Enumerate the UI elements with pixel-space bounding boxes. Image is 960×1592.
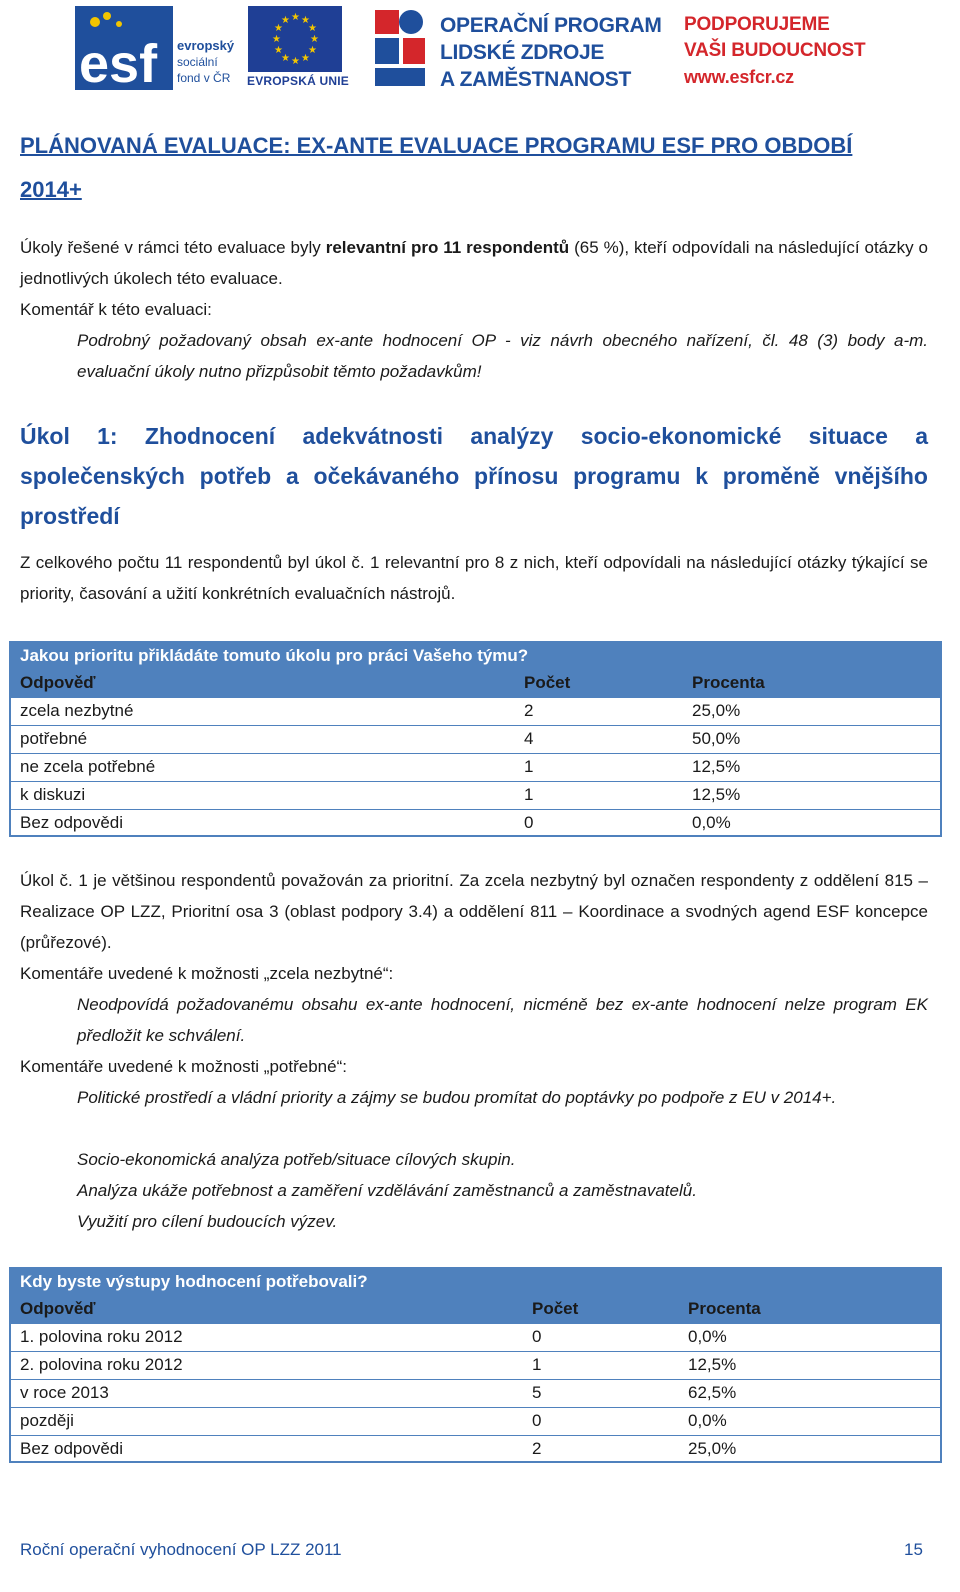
timing-table-question: Kdy byste výstupy hodnocení potřebovali?	[20, 1272, 368, 1291]
svg-text:esf: esf	[79, 34, 158, 90]
eu-caption: EVROPSKÁ UNIE	[247, 74, 349, 88]
timing-table-header-row	[11, 1296, 940, 1323]
cell-count: 1	[532, 1355, 542, 1374]
cell-answer: v roce 2013	[20, 1383, 109, 1402]
page-title	[20, 124, 920, 212]
comment-needed-2: Socio-ekonomická analýza potřeb/situace cílových skupin.	[77, 1150, 516, 1169]
cell-count: 5	[532, 1383, 542, 1402]
svg-text:★: ★	[281, 53, 290, 64]
discussion-paragraph: Úkol č. 1 je většinou respondentů považován za prioritní. Za zcela nezbytný byl označen respondenty z oddělení 815 – Realizace OP LZZ, Prioritní osa 3 (oblast podpory 3.4) a oddělení 811 – Koordinace a svodných agend ESF koncepce (průřezové).	[20, 871, 928, 952]
page-title-line-1: PLÁNOVANÁ EVALUACE: EX-ANTE EVALUACE PROGRAMU ESF PRO OBDOBÍ	[20, 133, 853, 158]
cell-count: 4	[524, 729, 534, 748]
op-line-3: A ZAMĚSTNANOST	[440, 68, 632, 91]
cell-count: 1	[524, 785, 534, 804]
slogan-line-2: VAŠI BUDOUCNOST	[684, 40, 866, 61]
cell-percent: 50,0%	[692, 729, 741, 748]
cell-percent: 12,5%	[692, 785, 741, 804]
cell-count: 0	[532, 1411, 542, 1430]
table-row	[11, 1435, 940, 1463]
svg-text:★: ★	[301, 53, 310, 64]
cell-percent: 0,0%	[688, 1411, 727, 1430]
cell-answer: později	[20, 1411, 74, 1430]
svg-text:★: ★	[274, 23, 283, 34]
comment-needed-4: Využití pro cílení budoucích výzev.	[77, 1212, 338, 1231]
col-header-percent: Procenta	[692, 673, 765, 692]
op-line-2: LIDSKÉ ZDROJE	[440, 41, 605, 64]
comment-essential: Neodpovídá požadovanému obsahu ex-ante hodnocení, nicméně bez ex-ante hodnocení nelze program EK předložit ke schválení.	[77, 995, 928, 1045]
eu-stars-icon	[248, 6, 342, 72]
slogan	[684, 12, 865, 90]
esf-logo-text-1: evropský	[177, 38, 235, 53]
footer-text: Roční operační vyhodnocení OP LZZ 2011	[20, 1540, 342, 1559]
intro-part-1: Úkoly řešené v rámci této evaluace byly	[20, 238, 326, 257]
table-row	[11, 697, 940, 725]
svg-text:★: ★	[272, 34, 281, 45]
op-lzz-title	[440, 12, 662, 93]
cell-answer: potřebné	[20, 729, 88, 748]
cell-percent: 0,0%	[688, 1327, 727, 1346]
page-number: 15	[904, 1540, 923, 1559]
cell-count: 2	[532, 1439, 542, 1458]
table-row	[11, 1323, 940, 1351]
cell-percent: 12,5%	[692, 757, 741, 776]
table-row	[11, 1379, 940, 1407]
table-row	[11, 781, 940, 809]
intro-part-2: (65 %), kteří odpovídali na následující otázky o jednotlivých úkolech této evaluace.	[20, 238, 929, 288]
col-header-count: Počet	[532, 1299, 579, 1318]
comments-label-essential: Komentáře uvedené k možnosti „zcela nezbytné“:	[20, 964, 394, 983]
cell-answer: ne zcela potřebné	[20, 757, 156, 776]
svg-text:★: ★	[308, 45, 317, 56]
esf-logo-text-2: sociální	[177, 55, 218, 69]
page-title-line-2: 2014+	[20, 177, 82, 202]
eu-flag	[248, 6, 342, 72]
timing-table	[9, 1267, 942, 1463]
svg-text:★: ★	[281, 15, 290, 26]
comment-needed-1: Politické prostředí a vládní priority a zájmy se budou promítat do poptávky po podpoře z EU v 2014+.	[77, 1088, 837, 1107]
cell-percent: 62,5%	[688, 1383, 737, 1402]
cell-answer: k diskuzi	[20, 785, 86, 804]
comments-label-needed: Komentáře uvedené k možnosti „potřebné“:	[20, 1057, 347, 1076]
priority-table-question-row	[11, 643, 940, 670]
priority-table-question: Jakou prioritu přikládáte tomuto úkolu pro práci Vašeho týmu?	[20, 646, 529, 665]
esf-logo-graphic	[75, 6, 237, 90]
task-1-heading: Úkol 1: Zhodnocení adekvátnosti analýzy socio-ekonomické situace a společenských potřeb a očekávaného přínosu programu k proměně vnějšího prostředí	[20, 423, 928, 529]
svg-text:★: ★	[291, 56, 300, 67]
cell-count: 0	[532, 1327, 542, 1346]
svg-text:★: ★	[310, 34, 319, 45]
cell-percent: 25,0%	[692, 701, 741, 720]
svg-text:★: ★	[301, 15, 310, 26]
op-line-1: OPERAČNÍ PROGRAM	[440, 14, 662, 37]
cell-answer: 2. polovina roku 2012	[20, 1355, 183, 1374]
task-1-summary: Z celkového počtu 11 respondentů byl úkol č. 1 relevantní pro 8 z nich, kteří odpovídali na následující otázky týkající se priority, časování a užití konkrétních evaluačních nástrojů.	[20, 553, 928, 603]
cell-percent: 0,0%	[692, 813, 731, 832]
col-header-answer: Odpověď	[20, 1299, 96, 1318]
cell-answer: Bez odpovědi	[20, 1439, 124, 1458]
priority-table-header-row	[11, 670, 940, 697]
intro-bold: relevantní pro 11 respondentů	[325, 238, 570, 257]
timing-table-question-row	[11, 1269, 940, 1296]
table-row	[11, 725, 940, 753]
cell-count: 1	[524, 757, 534, 776]
svg-text:★: ★	[274, 45, 283, 56]
cell-answer: Bez odpovědi	[20, 813, 124, 832]
cell-percent: 25,0%	[688, 1439, 737, 1458]
col-header-answer: Odpověď	[20, 673, 96, 692]
table-row	[11, 1351, 940, 1379]
intro-paragraph	[20, 232, 928, 294]
svg-text:★: ★	[291, 12, 300, 23]
esf-logo-text-3: fond v ČR	[177, 71, 231, 85]
table-row	[11, 809, 940, 837]
intro-comment-label: Komentář k této evaluaci:	[20, 300, 212, 319]
cell-answer: 1. polovina roku 2012	[20, 1327, 183, 1346]
cell-count: 0	[524, 813, 534, 832]
op-lzz-logo-icon	[373, 6, 429, 88]
slogan-line-1: PODPORUJEME	[684, 14, 830, 35]
slogan-url[interactable]: www.esfcr.cz	[684, 67, 794, 87]
table-row	[11, 753, 940, 781]
col-header-count: Počet	[524, 673, 571, 692]
intro-comment-text: Podrobný požadovaný obsah ex-ante hodnocení OP - viz návrh obecného nařízení, čl. 48 (3) body a-m. evaluační úkoly nutno přizpůsobit těmto požadavkům!	[77, 331, 928, 381]
cell-answer: zcela nezbytné	[20, 701, 134, 720]
comment-needed-3: Analýza ukáže potřebnost a zaměření vzdělávání zaměstnanců a zaměstnavatelů.	[77, 1181, 697, 1200]
cell-percent: 12,5%	[688, 1355, 737, 1374]
esf-logo	[75, 6, 237, 90]
priority-table	[9, 641, 942, 837]
col-header-percent: Procenta	[688, 1299, 761, 1318]
table-row	[11, 1407, 940, 1435]
svg-text:★: ★	[308, 23, 317, 34]
cell-count: 2	[524, 701, 534, 720]
